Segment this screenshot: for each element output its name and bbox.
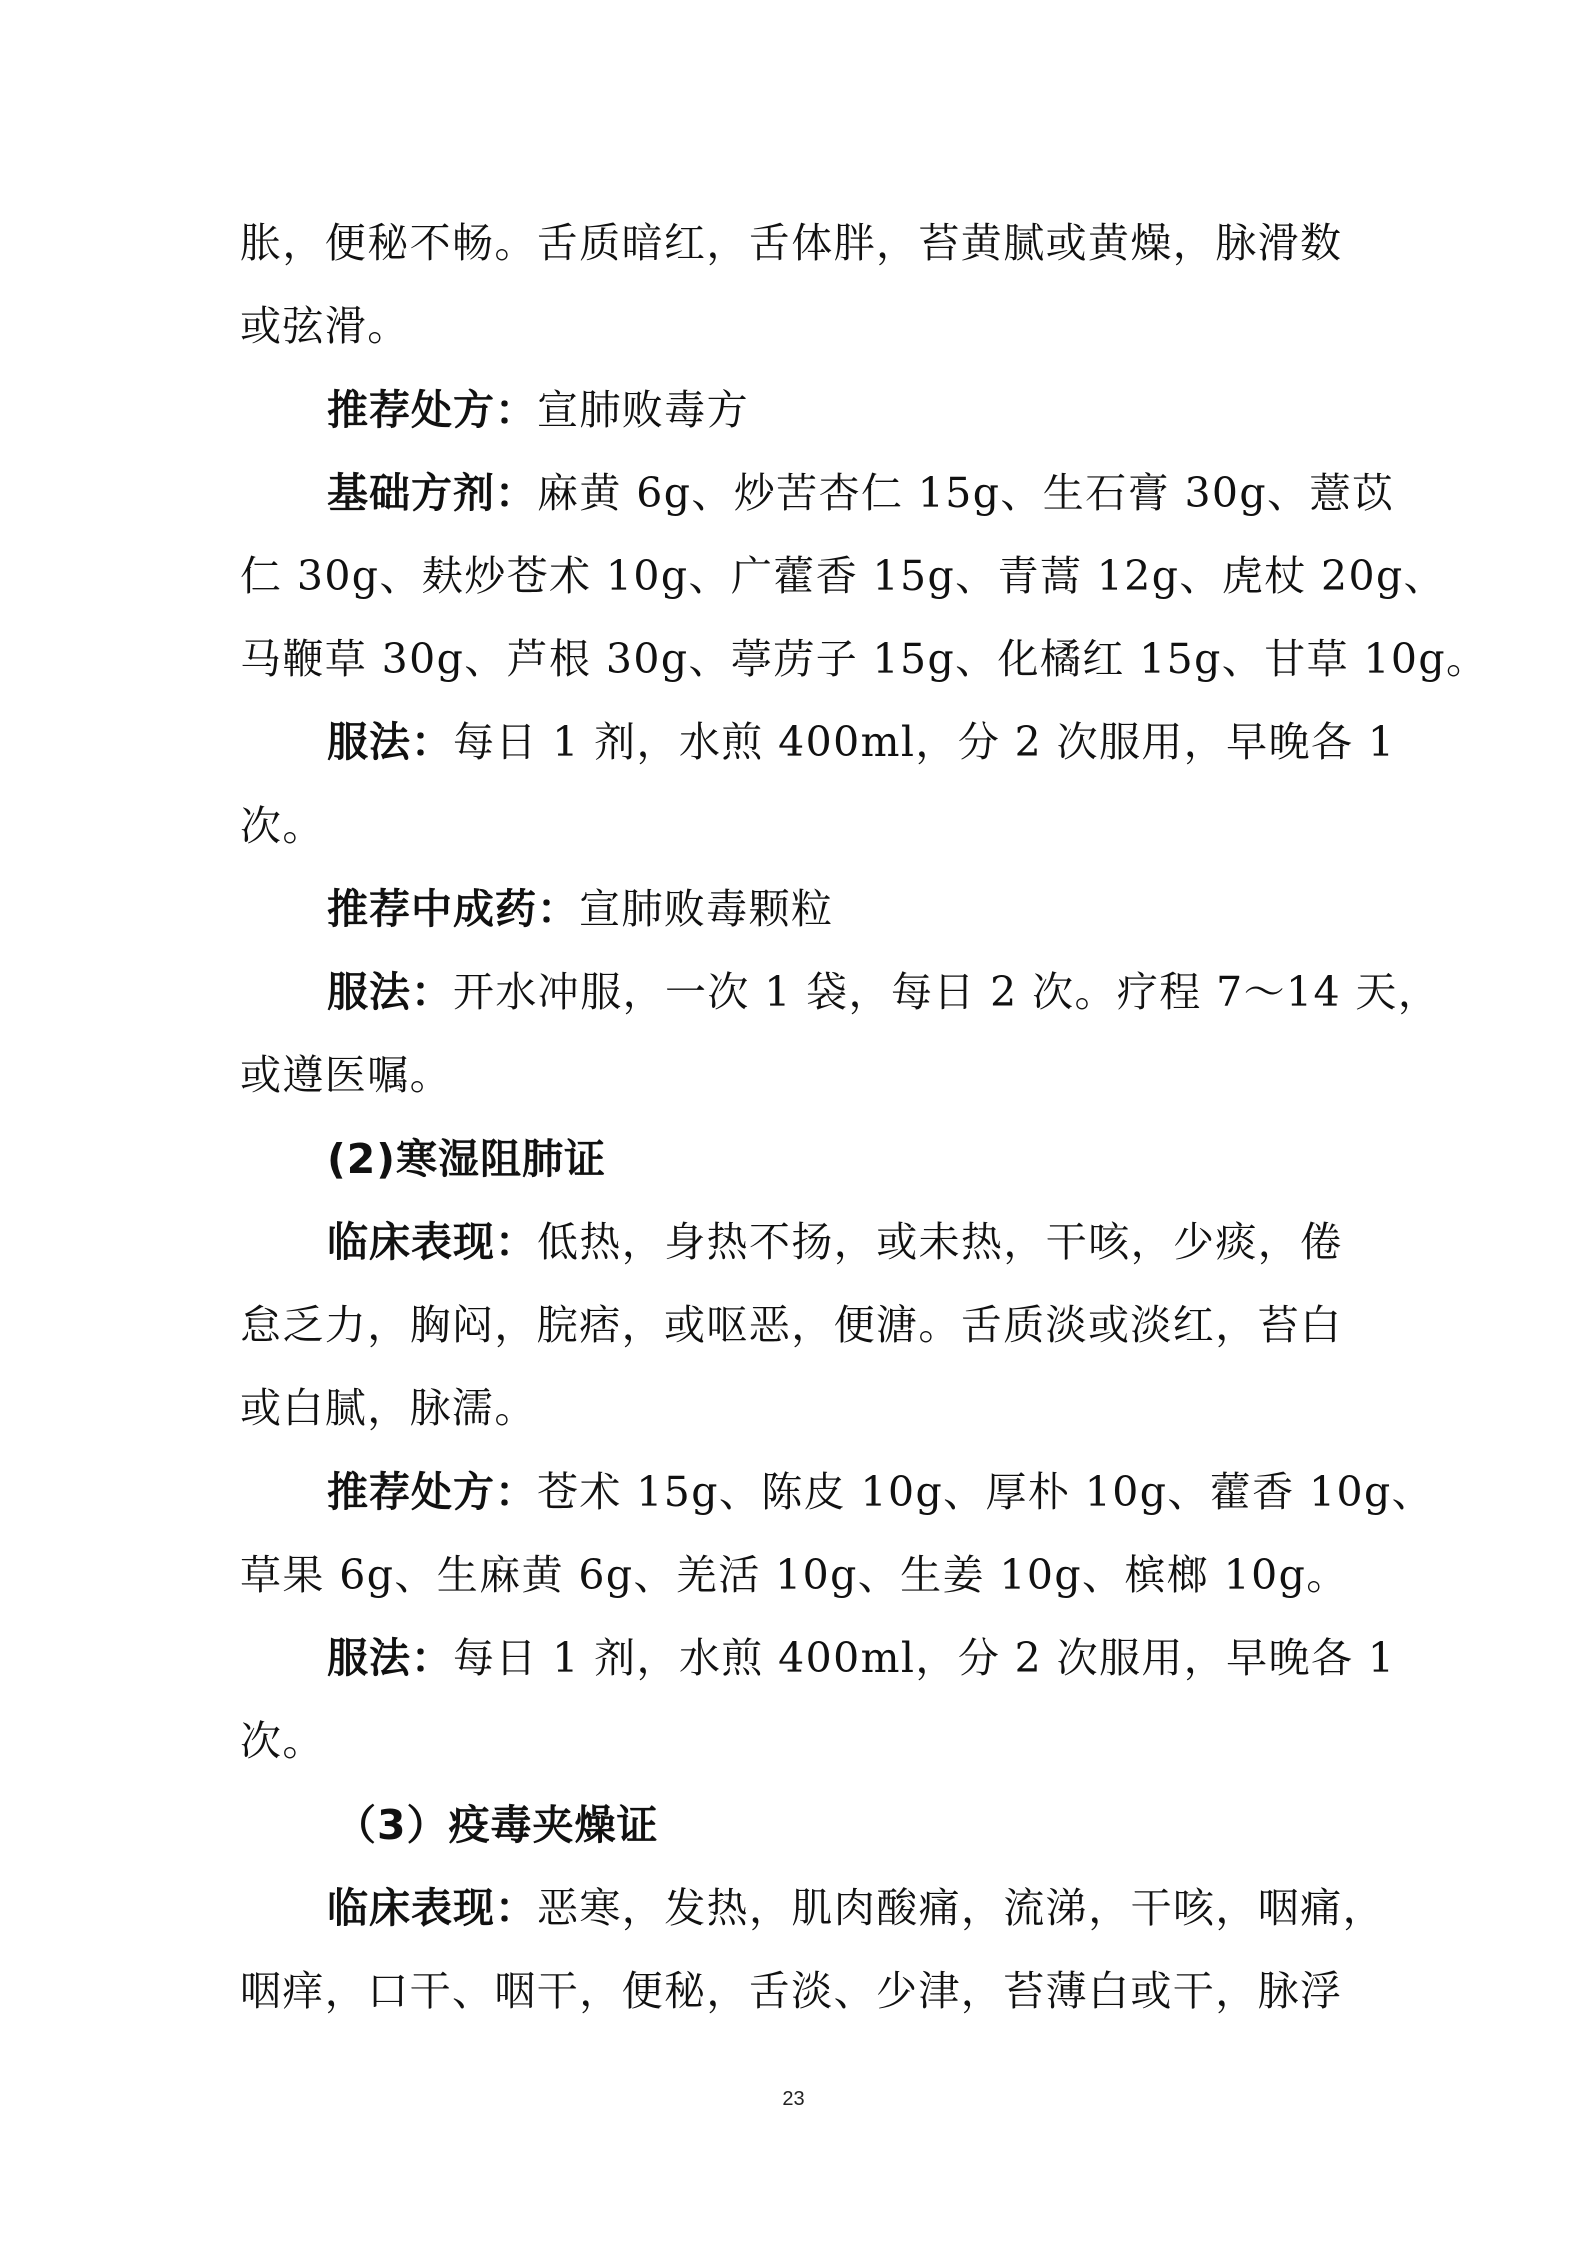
symptoms-line — [327, 1878, 1437, 1938]
field-value: 宣肺败毒方 — [537, 386, 749, 434]
field-label: 服法： — [327, 968, 453, 1016]
paragraph-line: 或遵医嘱。 — [240, 1051, 452, 1099]
usage-line — [327, 962, 1441, 1022]
paragraph-line: 怠乏力，胸闷，脘痞，或呕恶，便溏。舌质淡或淡红，苔白 — [240, 1301, 1343, 1349]
section-heading: (2)寒湿阻肺证 — [327, 1135, 607, 1183]
field-label: 基础方剂： — [327, 469, 537, 517]
paragraph-line: 仁 30g、麸炒苍术 10g、广藿香 15g、青蒿 12g、虎杖 20g、 — [240, 552, 1447, 600]
paragraph-line: 咽痒，口干、咽干，便秘，舌淡、少津，苔薄白或干，脉浮 — [240, 1967, 1343, 2015]
page-number: 23 — [782, 2088, 805, 2110]
field-value: 麻黄 6g、炒苦杏仁 15g、生石膏 30g、薏苡 — [537, 469, 1395, 517]
paragraph-line: 胀，便秘不畅。舌质暗红，舌体胖，苔黄腻或黄燥，脉滑数 — [240, 219, 1343, 267]
usage-line — [327, 712, 1437, 772]
field-label: 临床表现： — [327, 1884, 537, 1932]
field-label: 临床表现： — [327, 1218, 537, 1266]
patent-medicine-line — [327, 879, 1437, 939]
prescription-line — [327, 380, 1437, 440]
paragraph-line: 次。 — [240, 802, 325, 850]
paragraph-line: 草果 6g、生麻黄 6g、羌活 10g、生姜 10g、槟榔 10g。 — [240, 1551, 1349, 1599]
field-label: 推荐中成药： — [327, 885, 579, 933]
section-heading: （3）疫毒夹燥证 — [335, 1801, 659, 1849]
field-label: 服法： — [327, 718, 453, 766]
field-value: 每日 1 剂，水煎 400ml，分 2 次服用，早晚各 1 — [453, 718, 1396, 766]
paragraph-line: 或弦滑。 — [240, 302, 410, 350]
field-value: 宣肺败毒颗粒 — [579, 885, 834, 933]
field-value: 每日 1 剂，水煎 400ml，分 2 次服用，早晚各 1 — [453, 1634, 1396, 1682]
symptoms-line — [327, 1212, 1437, 1272]
prescription-line — [327, 1462, 1437, 1522]
field-label: 推荐处方： — [327, 386, 537, 434]
field-label: 推荐处方： — [327, 1468, 537, 1516]
paragraph-line: 或白腻，脉濡。 — [240, 1384, 537, 1432]
paragraph-line: 次。 — [240, 1717, 325, 1765]
field-value: 开水冲服，一次 1 袋，每日 2 次。疗程 7～14 天， — [453, 968, 1441, 1016]
field-value: 恶寒，发热，肌肉酸痛，流涕，干咳，咽痛， — [537, 1884, 1385, 1932]
field-value: 低热，身热不扬，或未热，干咳，少痰，倦 — [537, 1218, 1343, 1266]
formula-line — [327, 463, 1437, 523]
field-value: 苍术 15g、陈皮 10g、厚朴 10g、藿香 10g、 — [537, 1468, 1434, 1516]
field-label: 服法： — [327, 1634, 453, 1682]
paragraph-line: 马鞭草 30g、芦根 30g、葶苈子 15g、化橘红 15g、甘草 10g。 — [240, 635, 1489, 683]
usage-line — [327, 1628, 1437, 1688]
